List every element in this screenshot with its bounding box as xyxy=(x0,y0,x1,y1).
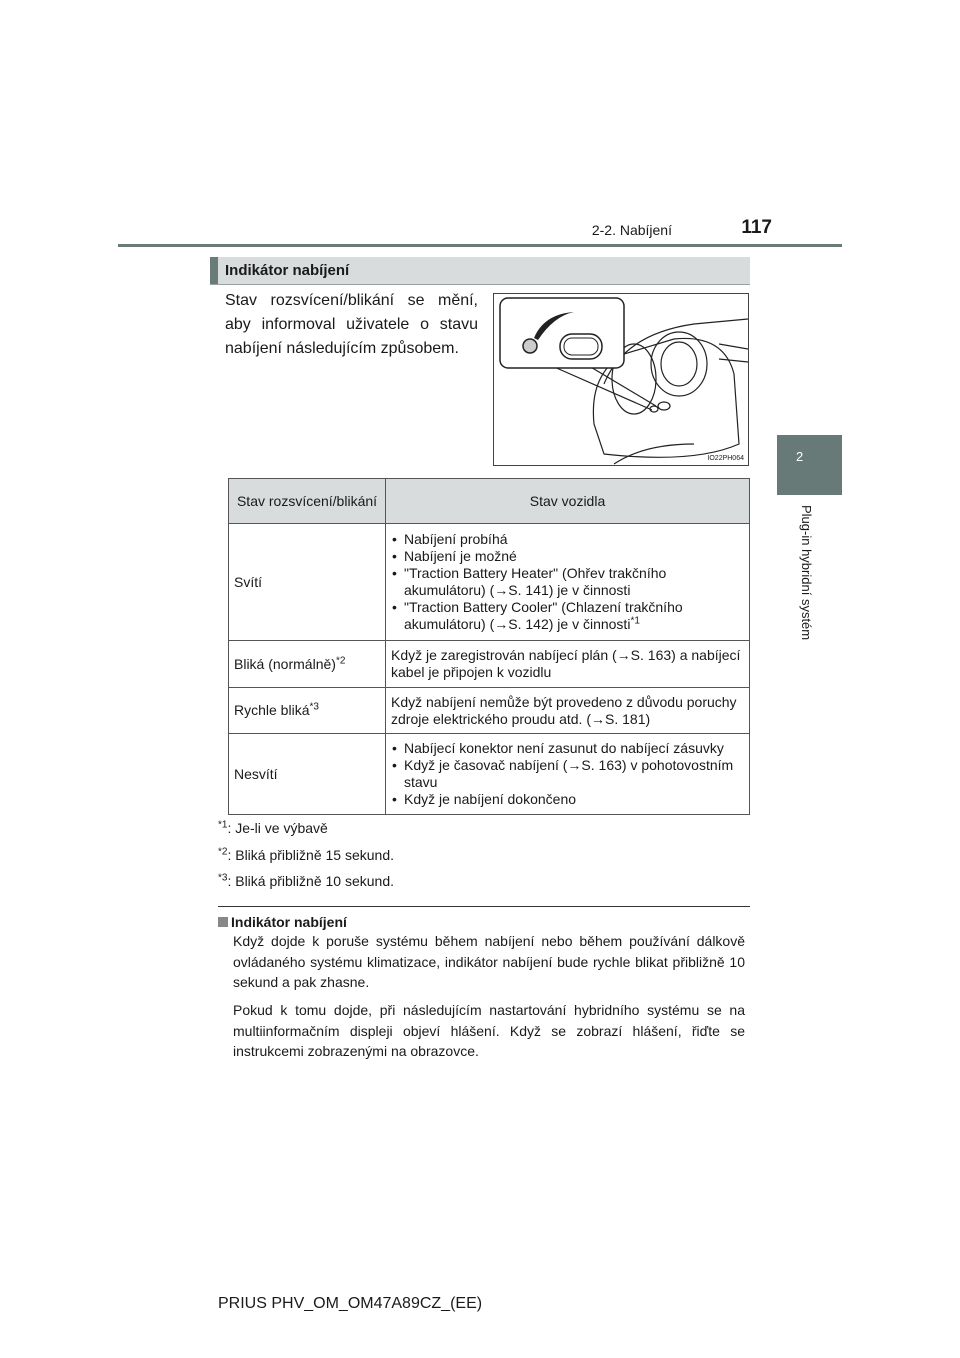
table-row xyxy=(229,688,750,734)
state-cell xyxy=(229,688,386,734)
section-divider xyxy=(218,906,750,907)
footnote-mark: *2 xyxy=(218,846,228,858)
list-item: • Nabíjení probíhá xyxy=(391,531,744,548)
chapter-label: Plug-in hybridní systém xyxy=(799,505,814,641)
paragraph: Když dojde k poruše systému během nabíjení nebo během používání dálkově ovládaného systému klimatizace, indikátor nabíjení bude rychle blikat přibližně 10 sekund a pak zhasne. xyxy=(233,933,745,990)
vehicle-state-cell: Když nabíjení nemůže být provedeno z důvodu poruchy zdroje elektrického proudu atd. (→S. 181) xyxy=(386,688,750,734)
chapter-tab[interactable] xyxy=(777,435,842,495)
column-header: Stav rozsvícení/blikání xyxy=(229,479,386,524)
table-header-row xyxy=(229,479,750,524)
intro-text: Stav rozsvícení/blikání se mění, aby informoval uživatele o stavu nabíjení následujícím způsobem. xyxy=(225,292,478,357)
footnote-text: : Bliká přibližně 10 sekund. xyxy=(227,873,394,889)
list-item-text: "Traction Battery Cooler" (Chlazení trakčního akumulátoru) (→S. 142) je v činnosti xyxy=(404,599,683,632)
footnote-ref: *2 xyxy=(335,654,346,666)
illustration-code: IO22PH064 xyxy=(707,455,744,462)
page-number: 117 xyxy=(741,217,772,238)
state-label: Rychle bliká xyxy=(234,702,310,718)
footnote-text: : Bliká přibližně 15 sekund. xyxy=(227,847,394,863)
charging-port-drawing xyxy=(494,294,748,465)
section-title: Indikátor nabíjení xyxy=(225,262,350,279)
header-section: 2-2. Nabíjení xyxy=(591,222,672,238)
list-item: • Když je časovač nabíjení (→S. 163) v pohotovostním stavu xyxy=(391,757,744,791)
list-item xyxy=(391,599,744,633)
paragraph: Pokud k tomu dojde, při následujícím nastartování hybridního systému se na multiinformačním displeji objeví hlášení. Když se zobrazí hlášení, řiďte se instrukcemi zobrazenými na obrazovce. xyxy=(233,1002,745,1059)
state-cell xyxy=(229,641,386,688)
list-item: • Nabíjení je možné xyxy=(391,548,744,565)
subsection-heading xyxy=(218,914,347,930)
footnote-ref: *1 xyxy=(630,615,640,627)
charging-port-illustration xyxy=(493,293,749,466)
footnote xyxy=(218,873,394,889)
list-item: • Když je nabíjení dokončeno xyxy=(391,791,744,808)
vehicle-state-cell: Když je zaregistrován nabíjecí plán (→S. 163) a nabíjecí kabel je připojen k vozidlu xyxy=(386,641,750,688)
list-item: • Nabíjecí konektor není zasunut do nabíjecí zásuvky xyxy=(391,740,744,757)
footnote-mark: *1 xyxy=(218,819,228,831)
vehicle-state-cell xyxy=(386,734,750,815)
section-heading xyxy=(210,257,750,285)
footnote-mark: *3 xyxy=(218,872,228,884)
state-cell xyxy=(229,734,386,815)
footnote-ref: *3 xyxy=(309,701,319,713)
state-label: Nesvítí xyxy=(234,765,278,782)
table-row xyxy=(229,641,750,688)
subsection-title: Indikátor nabíjení xyxy=(231,914,347,930)
list-item: • "Traction Battery Heater" (Ohřev trakčního akumulátoru) (→S. 141) je v činnosti xyxy=(391,565,744,599)
vehicle-state-cell xyxy=(386,524,750,641)
footnote-text: : Je-li ve výbavě xyxy=(227,820,328,836)
indicator-table xyxy=(228,478,750,815)
state-cell xyxy=(229,524,386,641)
table-row xyxy=(229,524,750,641)
state-label: Bliká (normálně) xyxy=(234,655,336,672)
chapter-number: 2 xyxy=(796,449,804,464)
footnote xyxy=(218,820,328,836)
header-divider xyxy=(118,244,842,247)
square-bullet-icon xyxy=(218,917,228,927)
column-header: Stav vozidla xyxy=(386,479,750,524)
state-label: Svítí xyxy=(234,573,263,590)
heading-stripe xyxy=(210,257,218,284)
table-row xyxy=(229,734,750,815)
footnote xyxy=(218,847,394,863)
footer-doc-code: PRIUS PHV_OM_OM47A89CZ_(EE) xyxy=(218,1295,483,1312)
